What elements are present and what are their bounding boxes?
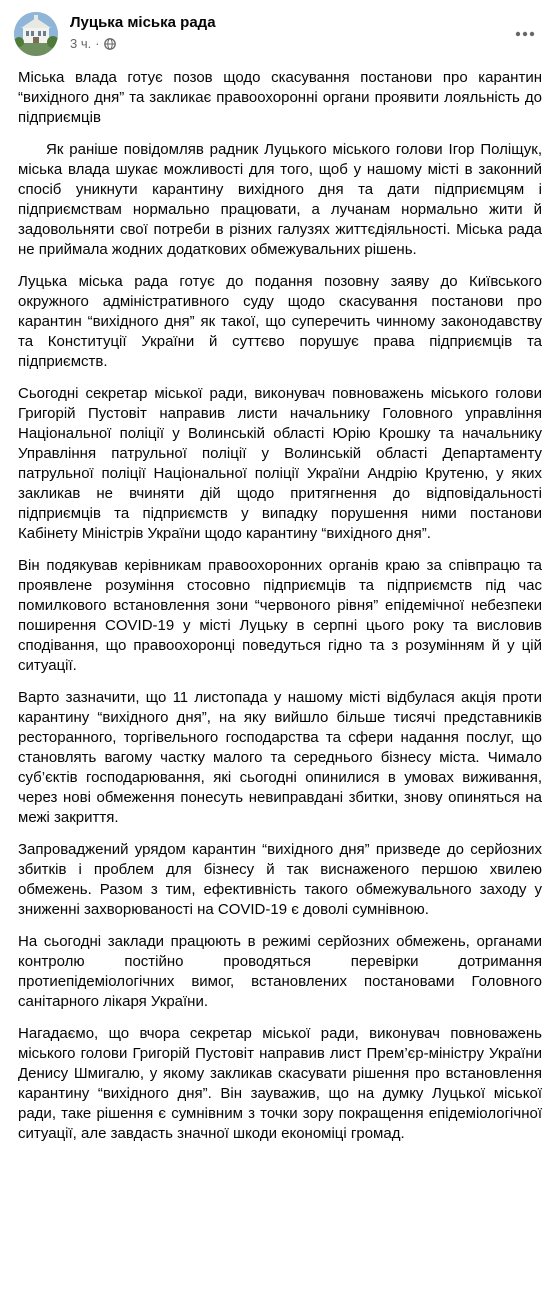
page-avatar[interactable] [14, 12, 58, 56]
more-options-button[interactable] [507, 16, 543, 52]
post-header [14, 12, 545, 58]
globe-icon[interactable] [104, 38, 116, 50]
post-timestamp[interactable]: 3 ч. [70, 36, 92, 51]
post-paragraph: Він подякував керівникам правоохоронних органів краю за співпрацю та проявлене розуміння стосовно підприємців та підприємств під час помилкового встановлення зони “червоного рівня” епідемічної небезпеки поширення COVID-19 у місті Луцьку в серпні цього року та висловив сподівання, що правоохоронці поведуться гідно та з розумінням й у цій ситуації. [18, 557, 542, 674]
post-paragraph: Як раніше повідомляв радник Луцького міського голови Ігор Поліщук, міська влада шукає можливості для того, щоб у нашому місті в законний спосіб уникнути карантину вихідного дня та дати підприємцям і підприємствам нормально працювати, а лучанам нормально жити й задовольняти свої потреби в різних галузях життєдіяльності. Міська рада не приймала жодних додаткових обмежувальних рішень. [18, 141, 542, 258]
post-paragraph: Нагадаємо, що вчора секретар міської ради, виконувач повноважень міського голови Григорій Пустовіт направив лист Прем’єр-міністру України Денису Шмигалю, у якому закликав скасувати рішення про встановлення карантину “вихідного дня”. Він зауважив, що на думку Луцької міської ради, таке рішення є сумнівним з точки зору покращення епідеміологічної ситуації, але завдасть значної шкоди економіці громад. [18, 1025, 542, 1142]
city-hall-image [14, 12, 58, 56]
post-paragraph: Луцька міська рада готує до подання позовну заяву до Київського окружного адміністративного суду щодо скасування постанови про карантин “вихідного дня” як такої, що суперечить чинному законодавству та Конституції України й суттєво порушує права підприємців та підприємств. [18, 273, 542, 370]
more-horizontal-icon [515, 31, 535, 37]
post-text [18, 68, 542, 1156]
author-block [70, 14, 470, 52]
meta-separator: · [95, 36, 100, 51]
post-paragraph: Сьогодні секретар міської ради, виконувач повноважень міського голови Григорій Пустовіт направив листи начальнику Головного управління Національної поліції у Волинській області Юрію Крошку та начальнику Управління патрульної поліції у Волинській області Департаменту патрульної поліції Національної поліції України Андрію Крутеню, у яких закликав не вчиняти дій щодо притягнення до відповідальності підприємців та підприємств у випадку порушення ними постанови Кабінету Міністрів України щодо карантину “вихідного дня”. [18, 385, 542, 542]
post-paragraph: Запроваджений урядом карантин “вихідного дня” призведе до серйозних збитків і проблем для бізнесу й так виснаженого першою хвилею обмежень. Разом з тим, ефективність такого обмежувального заходу у зниженні захворюваності на COVID-19 є доволі сумнівною. [18, 841, 542, 918]
post-paragraph: Варто зазначити, що 11 листопада у нашому місті відбулася акція проти карантину “вихідного дня”, на яку вийшло більше тисячі представників ресторанного, торгівельного господарства та сфери надання послуг, що становлять вагому частку малого та середнього бізнесу міста. Чимало суб’єктів господарювання, які сьогодні опинилися в умовах виживання, через нові обмеження понесуть невиправдані збитки, знову опиняться на межі закриття. [18, 689, 542, 826]
post-headline: Міська влада готує позов щодо скасування постанови про карантин “вихідного дня” та закликає правоохоронні органи проявити лояльність до підприємців [18, 69, 542, 126]
post-meta [70, 36, 470, 52]
post-paragraph: На сьогодні заклади працюють в режимі серйозних обмежень, органами контролю постійно проводяться перевірки дотримання протиепідеміологічних вимог, встановлених постановами Головного санітарного лікаря України. [18, 933, 542, 1010]
page-name-link[interactable]: Луцька міська рада [70, 14, 216, 31]
